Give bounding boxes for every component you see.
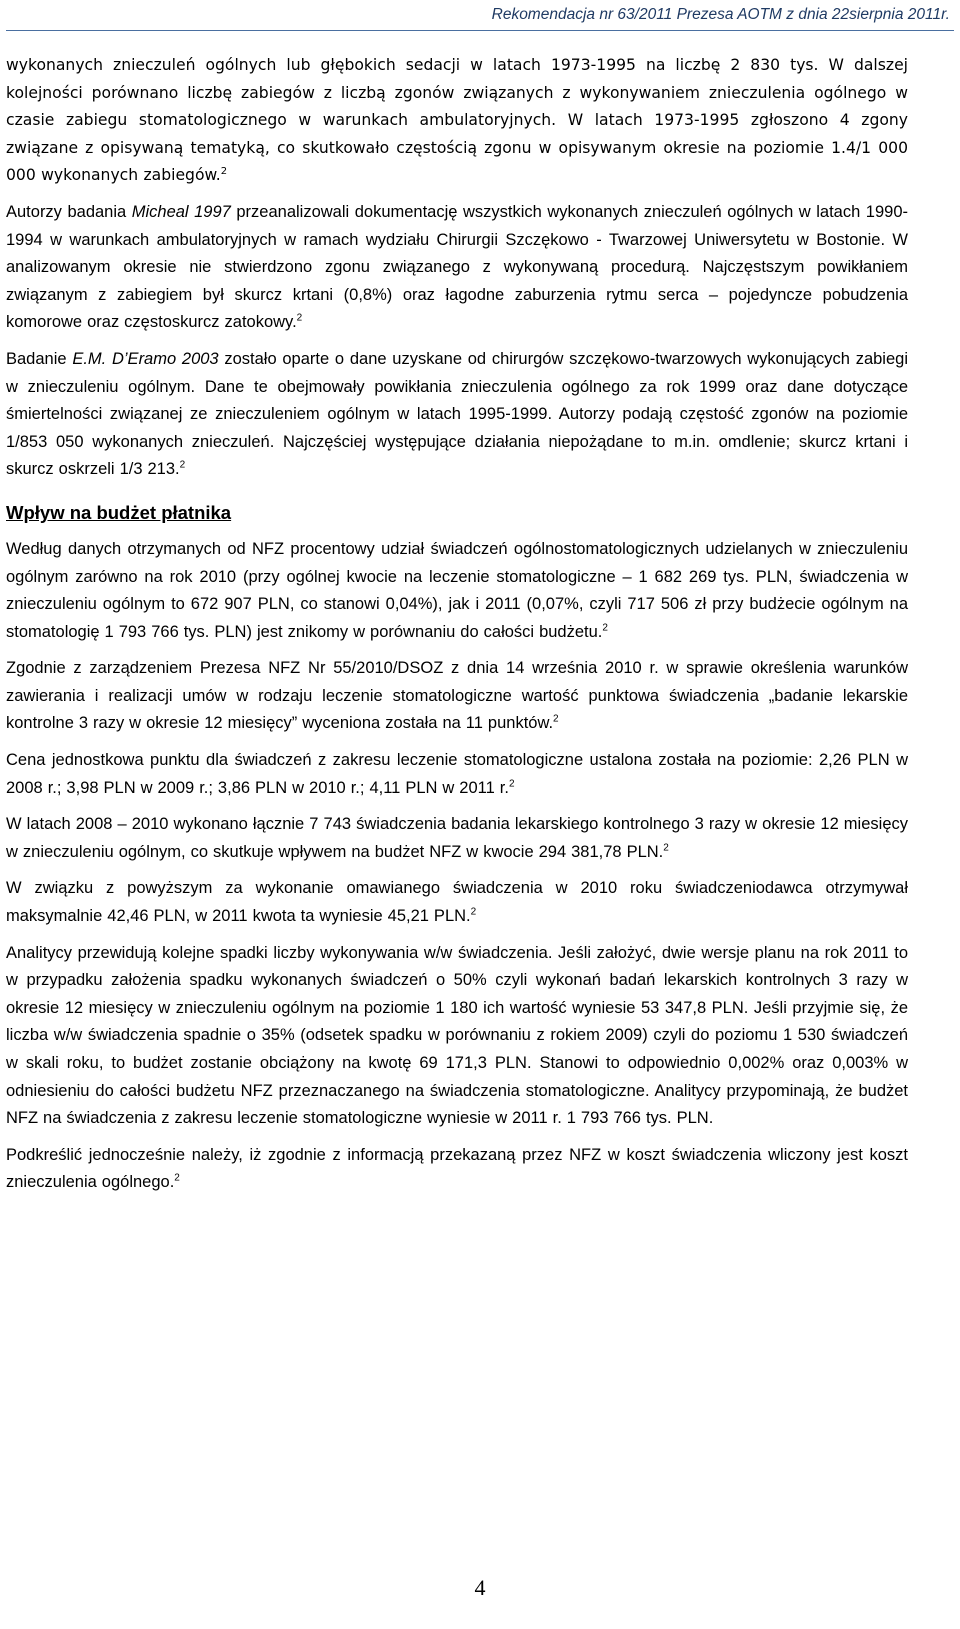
footnote-reference: 2 <box>179 459 186 471</box>
paragraph-text: Według danych otrzymanych od NFZ procentowy udział świadczeń ogólnostomatologicznych udzielanych w znieczuleniu ogólnym zarówno na rok 2010 (przy ogólnej kwocie na leczenie stomatologiczne – 1 682 269 tys. PLN, świadczenia w znieczuleniu ogólnym to 672 907 PLN, co stanowi 0,04%), jak i 2011 (0,07%, czyli 717 506 zł przy budżecie ogólnym na stomatologię 1 793 766 tys. PLN) jest znikomy w porównaniu do całości budżetu. <box>6 539 908 641</box>
footnote-reference: 2 <box>470 906 477 918</box>
paragraph-micheal-study <box>6 199 908 337</box>
paragraph-text: W związku z powyższym za wykonanie omawianego świadczenia w 2010 roku świadczeniodawca otrzymywał maksymalnie 42,46 PLN, w 2011 kwota ta wyniesie 45,21 PLN. <box>6 879 908 926</box>
paragraph-text: zostało oparte o dane uzyskane od chirurgów szczękowo-twarzowych wykonujących zabiegi w znieczuleniu ogólnym. Dane te obejmowały powikłania znieczulenia ogólnego za rok 1999 oraz dane dotyczące śmiertelności związanej ze znieczuleniem ogólnym w latach 1995-1999. Autorzy podają częstość zgonów na poziomie 1/853 050 wykonanych znieczuleń. Najczęściej występujące działania niepożądane to m.in. omdlenie; skurcz krtani i skurcz oskrzeli 1/3 213. <box>6 349 908 479</box>
footnote-reference: 2 <box>220 166 228 178</box>
paragraph-forecast <box>6 940 908 1133</box>
study-citation: E.M. D’Eramo 2003 <box>72 349 219 368</box>
paragraph-nfz-share <box>6 536 908 646</box>
page-body <box>6 52 908 1197</box>
paragraph-text: W latach 2008 – 2010 wykonano łącznie 7 743 świadczenia badania lekarskiego kontrolnego 3 razy w okresie 12 miesięcy w znieczuleniu ogólnym, co skutkuje wpływem na budżet NFZ w kwocie 294 381,78 PLN. <box>6 815 908 861</box>
footnote-reference: 2 <box>174 1172 180 1184</box>
paragraph-max-payment <box>6 875 908 930</box>
study-citation: Micheal 1997 <box>131 202 231 221</box>
footnote-reference: 2 <box>508 778 515 790</box>
header-divider <box>6 30 954 31</box>
paragraph-text: Analitycy przewidują kolejne spadki liczby wykonywania w/w świadczenia. Jeśli założyć, dwie wersje planu na rok 2011 to w przypadku założenia spadku wykonanych świadczeń o 50% czyli wykonań badań lekarskich kontrolnych 3 razy w okresie 12 miesięcy w znieczuleniu ogólnym na poziomie 1 180 ich wartość wyniesie 53 347,8 PLN. Jeśli przyjmie się, że liczba w/w świadczenia spadnie o 35% (odsetek spadku w porównaniu z rokiem 2009) czyli do poziomu 1 530 świadczeń w skali roku, to budżet zostanie obciążony na kwotę 69 171,3 PLN. Stanowi to odpowiednio 0,002% oraz 0,003% w odniesieniu do całości budżetu NFZ przeznaczanego na świadczenia stomatologiczne. Analitycy przypominają, że budżet NFZ na świadczenia z zakresu leczenie stomatologiczne wyniesie w 2011 r. 1 793 766 tys. PLN. <box>6 943 908 1128</box>
section-heading: Wpływ na budżet płatnika <box>6 501 232 523</box>
paragraph-mortality-rate <box>6 52 908 190</box>
paragraph-point-price <box>6 747 908 802</box>
paragraph-text: Badanie <box>6 349 73 368</box>
paragraph-text: wykonanych znieczuleń ogólnych lub głębokich sedacji w latach 1973-1995 na liczbę 2 830 tys. W dalszej kolejności porównano liczbę zabiegów z liczbą zgonów związanych z wykonywaniem znieczulenia ogólnego w czasie zabiegu stomatologicznego w warunkach ambulatoryjnych. W latach 1973-1995 zgłoszono 4 zgony związane z opisywaną tematyką, co skutkowało częstością zgonu w opisywanym okresie na poziomie 1.4/1 000 000 wykonanych zabiegów. <box>6 56 908 185</box>
paragraph-text: przeanalizowali dokumentację wszystkich wykonanych znieczuleń ogólnych w latach 1990-1994 w warunkach ambulatoryjnych w ramach wydziału Chirurgii Szczękowo - Twarzowej Uniwersytetu w Bostonie. W analizowanym okresie nie stwierdzono zgonu związanego z wykonywaną procedurą. Najczęstszym powikłaniem związanym z zabiegiem był skurcz krtani (0,8%) oraz łagodne zaburzenia rytmu serca – pojedyncze pobudzenia komorowe oraz częstoskurcz zatokowy. <box>6 202 908 332</box>
paragraph-text: Autorzy badania <box>6 202 132 221</box>
paragraph-text: Zgodnie z zarządzeniem Prezesa NFZ Nr 55/2010/DSOZ z dnia 14 września 2010 r. w sprawie określenia warunków zawierania i realizacji umów w rodzaju leczenie stomatologiczne wartość punktowa świadczenia „badanie lekarskie kontrolne 3 razy w okresie 12 miesięcy” wyceniona została na 11 punktów. <box>6 659 908 733</box>
paragraph-text: Podkreślić jednocześnie należy, iż zgodnie z informacją przekazaną przez NFZ w koszt świadczenia wliczony jest koszt znieczulenia ogólnego. <box>6 1145 908 1192</box>
footnote-reference: 2 <box>602 622 608 634</box>
footnote-reference: 2 <box>553 713 559 725</box>
paragraph-services-2008-2010 <box>6 811 908 866</box>
footnote-reference: 2 <box>296 312 303 324</box>
running-header: Rekomendacja nr 63/2011 Prezesa AOTM z dnia 22sierpnia 2011r. <box>491 6 950 23</box>
paragraph-deramo-study <box>6 346 908 484</box>
paragraph-anesthesia-cost <box>6 1142 908 1197</box>
footnote-reference: 2 <box>663 842 669 854</box>
page-number: 4 <box>474 1575 486 1600</box>
paragraph-nfz-ordinance <box>6 655 908 738</box>
paragraph-text: Cena jednostkowa punktu dla świadczeń z zakresu leczenie stomatologiczne ustalona została na poziomie: 2,26 PLN w 2008 r.; 3,98 PLN w 2009 r.; 3,86 PLN w 2010 r.; 4,11 PLN w 2011 r. <box>6 751 908 797</box>
